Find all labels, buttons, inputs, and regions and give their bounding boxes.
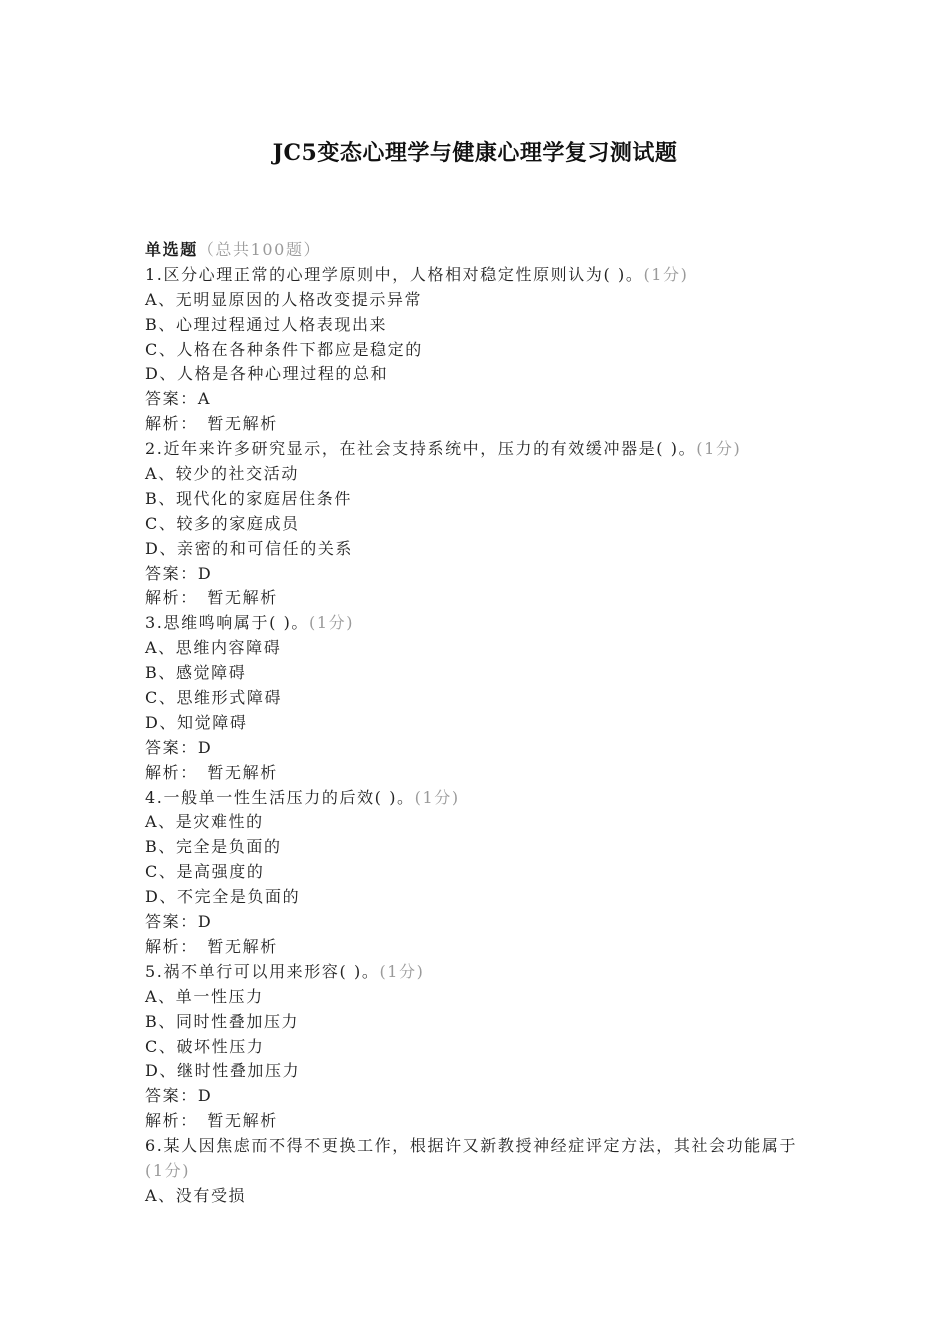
analysis-line: 解析： 暂无解析	[145, 588, 278, 608]
question-score: (1分)	[309, 613, 355, 633]
option-b: B、现代化的家庭居住条件	[145, 488, 352, 508]
section-heading	[145, 238, 805, 263]
question-item	[145, 437, 805, 611]
question-stem-text: 2.近年来许多研究显示，在社会支持系统中，压力的有效缓冲器是( )。	[145, 439, 697, 459]
option-a: A、单一性压力	[145, 986, 264, 1006]
question-stem	[145, 960, 805, 985]
question-score: (1分)	[145, 1160, 191, 1180]
analysis-line: 解析： 暂无解析	[145, 414, 278, 434]
answer-line	[145, 387, 805, 412]
question-score: (1分)	[414, 787, 460, 807]
answer-value: A	[197, 389, 211, 409]
document-title: JC5变态心理学与健康心理学复习测试题	[272, 140, 678, 166]
analysis-line: 解析： 暂无解析	[145, 936, 278, 956]
option-a: A、是灾难性的	[145, 812, 264, 832]
option-c: C、是高强度的	[145, 862, 265, 882]
answer-label: 答案：	[145, 737, 198, 757]
option-a: A、无明显原因的人格改变提示异常	[145, 289, 423, 309]
option-c: C、人格在各种条件下都应是稳定的	[145, 339, 423, 359]
question-score: (1分)	[696, 439, 742, 459]
option-a: A、思维内容障碍	[145, 638, 282, 658]
question-score: (1分)	[379, 961, 425, 981]
question-item	[145, 263, 805, 437]
question-stem-text: 6.某人因焦虑而不得不更换工作，根据许又新教授神经症评定方法，其社会功能属于	[145, 1136, 798, 1156]
answer-value: D	[197, 737, 213, 757]
answer-line	[145, 562, 805, 587]
option-a: A、没有受损	[145, 1185, 247, 1205]
option-c: C、思维形式障碍	[145, 688, 283, 708]
option-d: D、不完全是负面的	[145, 887, 301, 907]
answer-label: 答案：	[145, 1086, 198, 1106]
analysis-line: 解析： 暂无解析	[145, 1111, 278, 1131]
question-stem-text: 3.思维鸣响属于( )。	[145, 613, 310, 633]
option-a: A、较少的社交活动	[145, 464, 299, 484]
question-score: (1分)	[643, 264, 689, 284]
question-stem	[145, 786, 805, 811]
question-stem-text: 4.一般单一性生活压力的后效( )。	[145, 787, 415, 807]
option-c: C、较多的家庭成员	[145, 513, 300, 533]
option-d: D、继时性叠加压力	[145, 1061, 301, 1081]
section-count-note: （总共100题）	[197, 240, 322, 259]
question-stem	[145, 437, 805, 462]
question-stem	[145, 263, 805, 288]
answer-value: D	[197, 1086, 213, 1106]
question-stem-text: 5.祸不单行可以用来形容( )。	[145, 961, 380, 981]
option-d: D、人格是各种心理过程的总和	[145, 364, 389, 384]
question-stem-text: 1.区分心理正常的心理学原则中，人格相对稳定性原则认为( )。	[145, 264, 644, 284]
answer-line	[145, 910, 805, 935]
question-stem	[145, 1134, 805, 1184]
option-b: B、完全是负面的	[145, 837, 282, 857]
question-item	[145, 960, 805, 1134]
option-b: B、感觉障碍	[145, 663, 247, 683]
answer-label: 答案：	[145, 912, 198, 932]
answer-line	[145, 1084, 805, 1109]
option-b: B、同时性叠加压力	[145, 1011, 300, 1031]
question-list	[145, 238, 805, 1209]
option-c: C、破坏性压力	[145, 1036, 265, 1056]
answer-label: 答案：	[145, 563, 198, 583]
answer-value: D	[197, 912, 213, 932]
question-stem	[145, 611, 805, 636]
question-item	[145, 611, 805, 785]
question-item	[145, 786, 805, 960]
option-d: D、亲密的和可信任的关系	[145, 538, 354, 558]
answer-line	[145, 736, 805, 761]
option-b: B、心理过程通过人格表现出来	[145, 314, 388, 334]
section-label: 单选题	[145, 240, 198, 259]
question-item	[145, 1134, 805, 1209]
analysis-line: 解析： 暂无解析	[145, 762, 278, 782]
answer-label: 答案：	[145, 389, 198, 409]
option-d: D、知觉障碍	[145, 712, 248, 732]
answer-value: D	[197, 563, 213, 583]
